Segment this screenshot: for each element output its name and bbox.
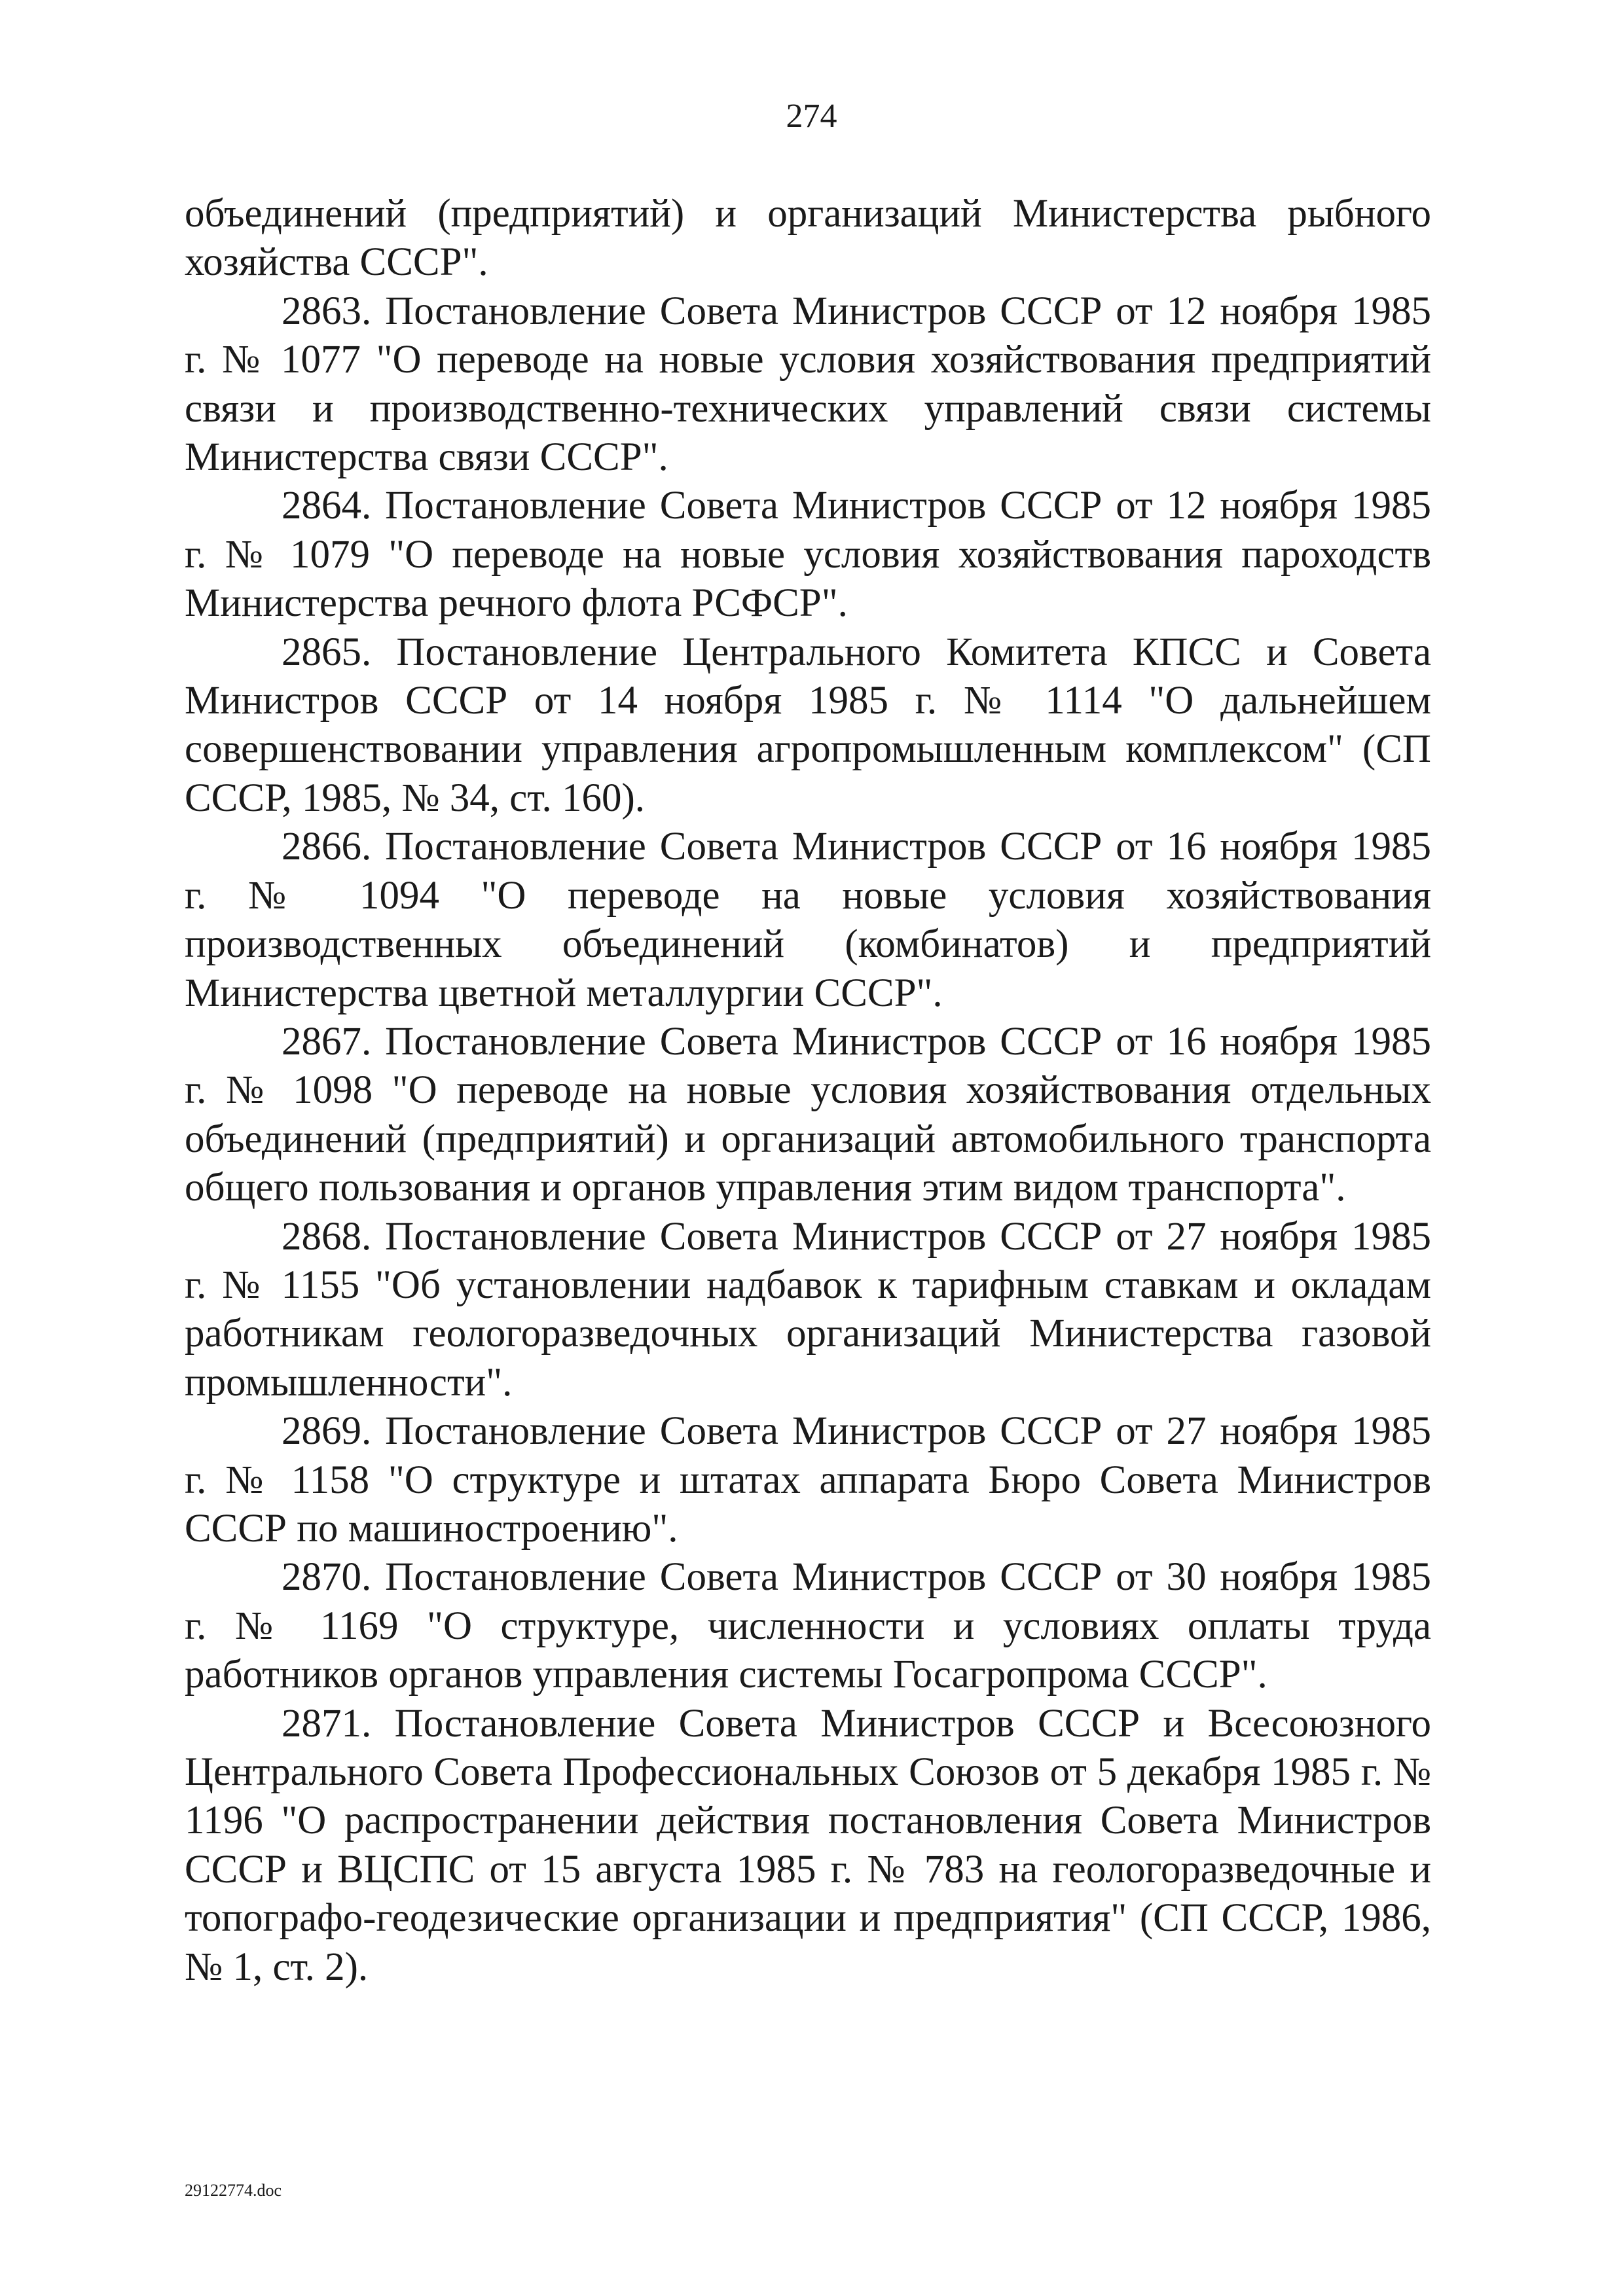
document-body [185,190,1431,1992]
paragraph-2863: 2863. Постановление Совета Министров СССР от 12 ноября 1985 г. № 1077 "О переводе на новые условия хозяйствования предприятий связи и производственно-технических управлений связи системы Министерства связи СССР". [185,289,1431,480]
paragraph-2871: 2871. Постановление Совета Министров СССР и Всесоюзного Центрального Совета Профессиональных Союзов от 5 декабря 1985 г. № 1196 "О распространении действия постановления Совета Министров СССР и ВЦСПС от 15 августа 1985 г. № 783 на геологоразведочные и топографо-геодезические организации и предприятия" (СП СССР, 1986, № 1, ст. 2). [185,1701,1431,1989]
paragraph-2870: 2870. Постановление Совета Министров СССР от 30 ноября 1985 г. № 1169 "О структуре, численности и условиях оплаты труда работников органов управления системы Госагропрома СССР". [185,1555,1431,1697]
paragraph-continuation: объединений (предприятий) и организаций Министерства рыбного хозяйства СССР". [185,192,1431,285]
file-name-footer: 29122774.doc [185,2181,282,2200]
paragraph-2869: 2869. Постановление Совета Министров СССР от 27 ноября 1985 г. № 1158 "О структуре и штатах аппарата Бюро Совета Министров СССР по машиностроению". [185,1409,1431,1551]
paragraph-2868: 2868. Постановление Совета Министров СССР от 27 ноября 1985 г. № 1155 "Об установлении надбавок к тарифным ставкам и окладам работникам геологоразведочных организаций Министерства газовой промышленности". [185,1214,1431,1405]
paragraph-2865: 2865. Постановление Центрального Комитета КПСС и Совета Министров СССР от 14 ноября 1985 г. № 1114 "О дальнейшем совершенствовании управления агропромышленным комплексом" (СП СССР, 1985, № 34, ст. 160). [185,630,1431,820]
page-number: 274 [786,98,837,135]
paragraph-2866: 2866. Постановление Совета Министров СССР от 16 ноября 1985 г. № 1094 "О переводе на новые условия хозяйствования производственных объединений (комбинатов) и предприятий Министерства цветной металлургии СССР". [185,825,1431,1015]
paragraph-2864: 2864. Постановление Совета Министров СССР от 12 ноября 1985 г. № 1079 "О переводе на новые условия хозяйствования пароходств Министерства речного флота РСФСР". [185,484,1431,626]
paragraph-2867: 2867. Постановление Совета Министров СССР от 16 ноября 1985 г. № 1098 "О переводе на новые условия хозяйствования отдельных объединений (предприятий) и организаций автомобильного транспорта общего пользования и органов управления этим видом транспорта". [185,1019,1431,1210]
